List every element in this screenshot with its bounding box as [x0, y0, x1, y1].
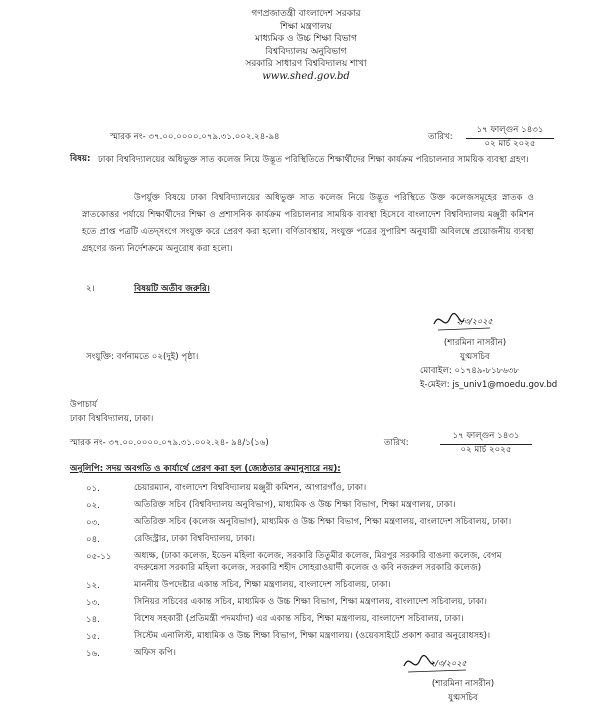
copy-num: ১৬. — [86, 649, 100, 659]
date-gregorian: ০২ মার্চ ২০২৫ — [484, 139, 536, 149]
copy-num: ১৩. — [86, 598, 100, 608]
recipient-org: ঢাকা বিশ্ববিদ্যালয়, ঢাকা। — [70, 414, 154, 424]
copy-num: ০২. — [86, 501, 100, 511]
ministry-name: শিক্ষা মন্ত্রণালয় — [280, 21, 332, 32]
copy-num: ০১. — [86, 484, 100, 494]
copy-num: ০৫-১১ — [86, 552, 112, 562]
copy-heading: অনুলিপি: সদয় অবগতি ও কার্যার্থে প্রেরণ করা হল (জ্যেষ্ঠতার ক্রমানুসারে নয়): — [70, 464, 341, 474]
copy-item: সিস্টেম এনালিস্ট, মাধ্যমিক ও উচ্চ শিক্ষা বিভাগ, শিক্ষা মন্ত্রণালয়। (ওয়েবসাইটে প্রকাশ করার অনুরোধসহ)। — [134, 631, 491, 641]
date-gregorian-2: ০২ মার্চ ২০২৫ — [460, 445, 512, 455]
signatory-title-2: যুগ্মসচিব — [448, 693, 478, 703]
copy-num: ১৪. — [86, 615, 100, 625]
wing-name: বিশ্ববিদ্যালয় অনুবিভাগ — [265, 46, 347, 57]
copy-item: অফিস কপি। — [134, 648, 176, 658]
point-text: বিষয়টি অতীব জরুরি। — [134, 284, 210, 294]
point-number: ২। — [86, 284, 95, 294]
signatory-title: যুগ্মসচিব — [460, 352, 490, 362]
date-label: তারিখ: — [428, 132, 453, 142]
signatory-mobile: মোবাইল: ০১৭৪৯-৮১৮৬৩৮ — [420, 366, 520, 376]
signature-2 — [400, 652, 480, 679]
copy-item: অতিরিক্ত সচিব (বিশ্ববিদ্যালয় অনুবিভাগ), মাধ্যমিক ও উচ্চ শিক্ষা বিভাগ, শিক্ষা মন্ত্রণালয়, ঢাকা। — [134, 500, 456, 510]
division-name: মাধ্যমিক ও উচ্চ শিক্ষা বিভাগ — [254, 34, 358, 45]
date-bengali: ১৭ ফাল্গুন ১৪৩১ — [466, 123, 554, 139]
copy-item: অতিরিক্ত সচিব (কলেজ অনুবিভাগ), মাধ্যমিক ও উচ্চ শিক্ষা বিভাগ, শিক্ষা মন্ত্রণালয়, বাংলাদেশ সচিবালয়, ঢাকা। — [134, 517, 512, 527]
signatory-name-2: (শারমিনা নাসরীন) — [431, 679, 495, 689]
copy-num: ১২. — [86, 581, 100, 591]
copy-item: রেজিস্ট্রার, ঢাকা বিশ্ববিদ্যালয়, ঢাকা। — [134, 534, 255, 544]
copy-item: অধ্যক্ষ, (ঢাকা কলেজ, ইডেন মহিলা কলেজ, সরকারি তিতুমীর কলেজ, মিরপুর সরকারি বাঙলা কলেজ, বেগম বদরুন্নেসা সরকারি মহিলা কলেজ, সরকারি শহীদ সোহরাওয়ার্দী কলেজ ও কবি নজরুল সরকারি কলেজ) — [134, 551, 502, 573]
signature-date-2: ২/৩/২০২৫ — [430, 659, 467, 668]
copy-item: চেয়ারম্যান, বাংলাদেশ বিশ্ববিদ্যালয় মঞ্জুরী কমিশন, আগারগাঁও, ঢাকা। — [134, 483, 367, 493]
signatory-email[interactable]: ই-মেইল: js_univ1@moedu.gov.bd — [420, 380, 558, 390]
copy-item: সিনিয়র সচিবের একান্ত সচিব, মাধ্যমিক ও উচ্চ শিক্ষা বিভাগ, শিক্ষা মন্ত্রণালয়, বাংলাদেশ সচিবালয়, ঢাকা। — [134, 597, 487, 607]
subject-text: ঢাকা বিশ্ববিদ্যালয়ের অধিভুক্ত সাত কলেজ নিয়ে উদ্ভূত পরিস্থিতিতে শিক্ষার্থীদের শিক্ষা কার্যক্রম পরিচালনার সাময়িক ব্যবস্থা গ্রহণ। — [98, 155, 529, 165]
memo-reference-2: স্মারক নং- ৩৭.০০.০০০০.০৭৯.৩১.০০২.২৪- ৯৪/১(১৬) — [70, 438, 269, 448]
section-name: সরকারি সাধারণ বিশ্ববিদ্যালয় শাখা — [245, 59, 367, 70]
copy-num: ০৪. — [86, 535, 100, 545]
copy-item: মাননীয় উপদেষ্টার একান্ত সচিব, শিক্ষা মন্ত্রণালয়, বাংলাদেশ সচিবালয়, ঢাকা। — [134, 580, 391, 590]
subject-label: বিষয়: — [70, 154, 91, 164]
signatory-name: (শারমিনা নাসরীন) — [443, 338, 507, 348]
date-label-2: তারিখ: — [384, 438, 409, 448]
attachment-note: সংযুক্তি: বর্ণনামতে ০২(দুই) পৃষ্ঠা। — [86, 352, 199, 362]
copy-item: বিশেষ সহকারী (প্রতিমন্ত্রী পদমর্যাদা) এর একান্ত সচিব, শিক্ষা মন্ত্রণালয়, বাংলাদেশ সচিবালয়, ঢাকা। — [134, 614, 464, 624]
copy-num: ০৩. — [86, 518, 100, 528]
signature-date: ২/৩/২০২৫ — [456, 317, 493, 326]
signature-1 — [430, 308, 500, 337]
recipient-title: উপাচার্য — [70, 400, 98, 410]
date-bengali-2: ১৭ ফাল্গুন ১৪৩১ — [440, 429, 532, 445]
body-paragraph: উপর্যুক্ত বিষয়ে ঢাকা বিশ্ববিদ্যালয়ের অধিভুক্ত সাত কলেজ নিয়ে উদ্ভূত পরিস্থিতে উক্ত কলেজসমূহের স্নাতক ও স্নাতকোত্তর পর্যায়ে শিক্ষার্থীদের শিক্ষা ও প্রশাসনিক কার্যক্রম পরিচালনার সাময়িক ব্যবস্থা হিসেবে বাংলাদেশ বিশ্ববিদ্যালয় মঞ্জুরী কমিশন হতে প্রাপ্ত পত্রটি এতদ্সংগে সংযুক্ত করে প্রেরণ করা হলো। বর্ণিতাবস্থায়, সংযুক্ত পত্রের সুপারিশ অনুযায়ী অবিলম্বে প্রয়োজনীয় ব্যবস্থা গ্রহণের জন্য নির্দেশক্রমে অনুরোধ করা হলো। — [82, 193, 534, 254]
govt-name: গণপ্রজাতন্ত্রী বাংলাদেশ সরকার — [251, 9, 361, 19]
memo-reference: স্মারক নং- ৩৭.০০.০০০০.০৭৯.৩১.০০২.২৪-৯৪ — [110, 132, 280, 142]
letterhead — [0, 8, 612, 84]
copy-num: ১৫. — [86, 632, 100, 642]
website-link[interactable]: www.shed.gov.bd — [262, 70, 350, 82]
